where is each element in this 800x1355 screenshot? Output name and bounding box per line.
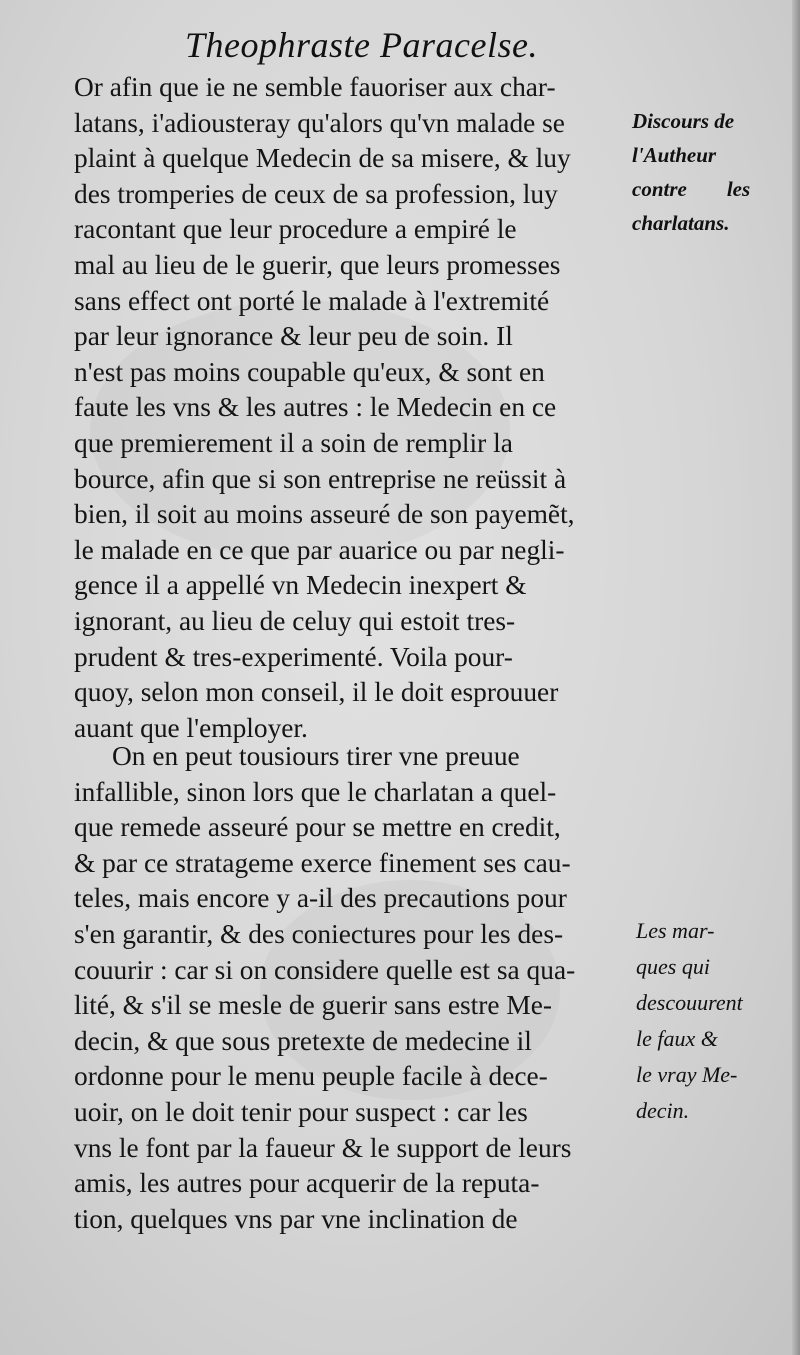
text-line: lité, & s'il se mesle de guerir sans estre Me-	[74, 990, 553, 1021]
text-line: que remede asseuré pour se mettre en credit,	[74, 812, 561, 843]
text-line: couurir : car si on considere quelle est sa qua-	[74, 954, 576, 985]
text-line: bource, afin que si son entreprise ne reüssit à	[74, 463, 567, 494]
text-line: racontant que leur procedure a empiré le	[74, 214, 517, 245]
text-line: latans, i'adiousteray qu'alors qu'vn malade se	[74, 107, 565, 138]
text-line: decin, & que sous pretexte de medecine il	[74, 1025, 532, 1056]
margin-note-line: charlatans.	[632, 211, 730, 235]
text-line: amis, les autres pour acquerir de la reputa-	[74, 1168, 540, 1199]
margin-note-1	[632, 104, 750, 240]
text-line: prudent & tres-experimenté. Voila pour-	[74, 641, 513, 672]
margin-note-line: le vray Me-	[636, 1062, 738, 1087]
paragraph-1	[74, 70, 626, 746]
text-line: par leur ignorance & leur peu de soin. Il	[74, 321, 513, 352]
text-line: que premierement il a soin de remplir la	[74, 427, 513, 458]
text-line: teles, mais encore y a-il des precautions pour	[74, 883, 567, 914]
text-line: Or afin que ie ne semble fauoriser aux char-	[74, 72, 556, 102]
text-line: vns le font par la faueur & le support de leurs	[74, 1132, 572, 1163]
text-line: On en peut tousiours tirer vne preuue	[112, 741, 520, 771]
text-line: infallible, sinon lors que le charlatan a quel-	[74, 776, 557, 807]
text-line: plaint à quelque Medecin de sa misere, & luy	[74, 143, 571, 174]
text-line: faute les vns & les autres : le Medecin en ce	[74, 392, 557, 423]
margin-note-line: descouurent	[636, 990, 743, 1015]
text-line: n'est pas moins coupable qu'eux, & sont en	[74, 356, 545, 387]
margin-note-line: decin.	[636, 1098, 690, 1123]
margin-note-line: le faux &	[636, 1026, 718, 1051]
text-line: sans effect ont porté le malade à l'extremité	[74, 285, 550, 316]
margin-note-line: ques qui	[636, 954, 710, 979]
text-line: auant que l'employer.	[74, 712, 308, 743]
text-line: s'en garantir, & des coniectures pour les des-	[74, 918, 564, 949]
margin-note-line: l'Autheur	[632, 143, 717, 167]
margin-note-line	[632, 172, 750, 206]
text-line: ordonne pour le menu peuple facile à dece-	[74, 1061, 548, 1092]
margin-note-2	[636, 913, 743, 1129]
running-head: Theophraste Paracelse.	[185, 25, 538, 65]
text-line: des tromperies de ceux de sa profession, luy	[74, 178, 558, 209]
text-line: tion, quelques vns par vne inclination de	[74, 1203, 518, 1234]
page-edge	[792, 0, 800, 1355]
text-line: bien, il soit au moins asseuré de son payemẽt,	[74, 499, 575, 530]
margin-note-word: les	[726, 177, 751, 201]
text-line: mal au lieu de le guerir, que leurs promesses	[74, 249, 561, 280]
margin-note-word: contre	[632, 177, 687, 201]
margin-note-line: Les mar-	[636, 918, 715, 943]
paragraph-2	[74, 739, 626, 1237]
margin-note-line: Discours de	[632, 109, 735, 133]
text-line: uoir, on le doit tenir pour suspect : car les	[74, 1096, 528, 1127]
text-line: quoy, selon mon conseil, il le doit esprouuer	[74, 677, 559, 708]
text-line: gence il a appellé vn Medecin inexpert &	[74, 570, 527, 601]
text-line: le malade en ce que par auarice ou par negli-	[74, 534, 565, 565]
text-line: ignorant, au lieu de celuy qui estoit tres-	[74, 605, 516, 636]
text-line: & par ce stratageme exerce finement ses cau-	[74, 847, 571, 878]
